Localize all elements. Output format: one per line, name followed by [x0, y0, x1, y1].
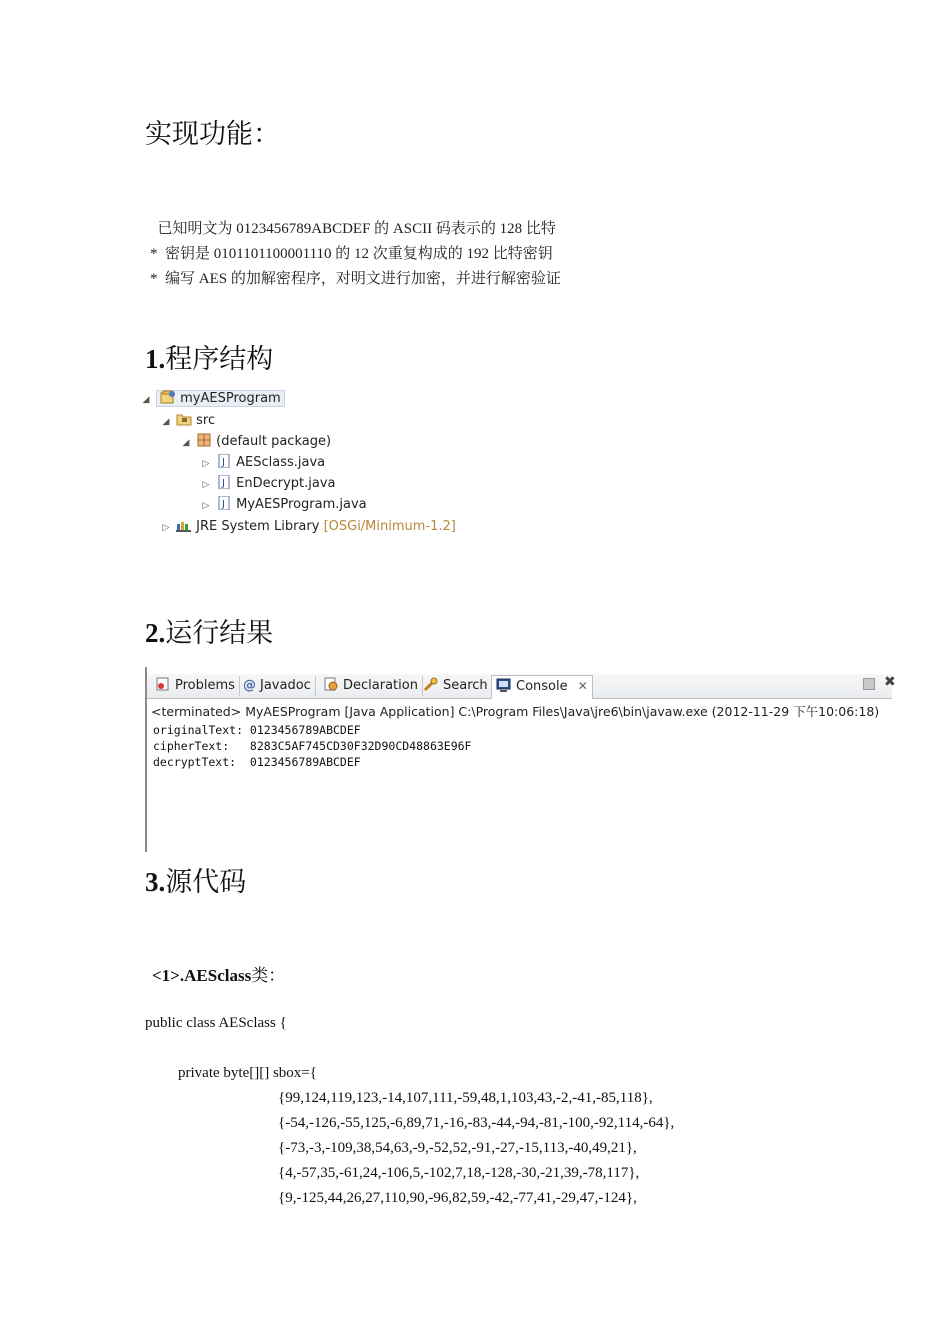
svg-text:J: J: [222, 499, 226, 510]
tab-label: Console: [516, 679, 568, 694]
console-output-line: originalText: 0123456789ABCDEF: [153, 723, 361, 737]
tab-label: Search: [443, 678, 488, 693]
file-label: EnDecrypt.java: [236, 476, 336, 491]
project-label: myAESProgram: [180, 391, 281, 406]
package-explorer-tree: [140, 388, 460, 548]
package-label: (default package): [216, 434, 332, 449]
minimize-icon[interactable]: [863, 678, 875, 690]
expand-arrow-icon[interactable]: ▷: [202, 459, 210, 469]
expand-arrow-icon[interactable]: ▷: [202, 480, 210, 490]
collapse-arrow-icon[interactable]: ◢: [162, 417, 170, 427]
svg-text:J: J: [222, 457, 226, 468]
tab-label: Javadoc: [260, 678, 311, 693]
collapse-arrow-icon[interactable]: ◢: [142, 395, 150, 405]
intro-line-1: 已知明文为 0123456789ABCDEF 的 ASCII 码表示的 128 比特: [150, 221, 556, 237]
tree-row-file-2[interactable]: [200, 474, 336, 494]
console-icon: [496, 678, 512, 692]
tree-row-file-1[interactable]: [200, 453, 325, 473]
section-1-number: 1.: [145, 344, 166, 374]
tab-console[interactable]: [491, 675, 593, 699]
svg-text:J: J: [222, 478, 226, 489]
tree-row-package[interactable]: [180, 432, 331, 452]
file-label: AESclass.java: [236, 455, 326, 470]
console-output-line: cipherText: 8283C5AF745CD30F32D90CD48863E96F: [153, 739, 472, 753]
at-icon: @: [243, 678, 256, 693]
src-label: src: [196, 413, 216, 428]
project-node[interactable]: [156, 390, 285, 407]
code-sbox-declaration: private byte[][] sbox={: [178, 1065, 317, 1081]
tree-row-project[interactable]: [140, 389, 285, 409]
collapse-arrow-icon[interactable]: ◢: [182, 438, 190, 448]
expand-arrow-icon[interactable]: ▷: [202, 501, 210, 511]
code-class-declaration: public class AESclass {: [145, 1015, 287, 1031]
code-sbox-row: {99,124,119,123,-14,107,111,-59,48,1,103,43,-2,-41,-85,118},: [278, 1090, 653, 1106]
code-sbox-row: {9,-125,44,26,27,110,90,-96,82,59,-42,-77,41,-29,47,-124},: [278, 1190, 637, 1206]
subsection-class-name: AESclass: [184, 966, 252, 985]
section-3-heading: [145, 860, 246, 899]
section-2-number: 2.: [145, 618, 166, 648]
section-1-title: 程序结构: [165, 344, 274, 375]
console-panel: [145, 667, 896, 852]
section-2-heading: [145, 611, 273, 650]
library-icon: [176, 518, 192, 532]
package-icon: [196, 433, 212, 447]
tab-label: Declaration: [343, 678, 418, 693]
jre-label: JRE System Library: [196, 519, 320, 534]
java-project-icon: [160, 390, 176, 404]
view-tab-bar: [147, 674, 896, 699]
console-output-line: decryptText: 0123456789ABCDEF: [153, 755, 361, 769]
tab-problems[interactable]: [151, 676, 240, 696]
tree-row-src[interactable]: [160, 411, 215, 431]
java-file-icon: [216, 475, 232, 489]
tab-javadoc[interactable]: [239, 676, 316, 696]
code-sbox-row: {-73,-3,-109,38,54,63,-9,-52,52,-91,-27,-15,113,-40,49,21},: [278, 1140, 637, 1156]
section-2-title: 运行结果: [165, 618, 274, 649]
section-3-title: 源代码: [165, 867, 247, 898]
section-3-number: 3.: [145, 867, 166, 897]
section-1-heading: [145, 337, 273, 376]
close-view-icon[interactable]: ✖: [884, 674, 896, 690]
declaration-icon: [323, 677, 339, 691]
tab-declaration[interactable]: [319, 676, 423, 696]
source-folder-icon: [176, 412, 192, 426]
terminated-status: <terminated> MyAESProgram [Java Application] C:\Program Files\Java\jre6\bin\javaw.exe (2012-11-29 下午10:06:18): [151, 704, 880, 719]
tab-search[interactable]: [419, 676, 493, 696]
subsection-heading: [152, 961, 285, 986]
tree-row-file-3[interactable]: [200, 495, 367, 515]
problems-icon: [155, 677, 171, 691]
code-sbox-row: {-54,-126,-55,125,-6,89,71,-16,-83,-44,-94,-81,-100,-92,114,-64},: [278, 1115, 675, 1131]
java-file-icon: [216, 496, 232, 510]
expand-arrow-icon[interactable]: ▷: [162, 523, 170, 533]
subsection-number: <1>.: [152, 966, 185, 985]
tab-label: Problems: [175, 678, 235, 693]
code-sbox-row: {4,-57,35,-61,24,-106,5,-102,7,18,-128,-30,-21,39,-78,117},: [278, 1165, 640, 1181]
search-icon: [423, 677, 439, 691]
java-file-icon: [216, 454, 232, 468]
intro-line-2: * 密钥是 0101101100001110 的 12 次重复构成的 192 比特密钥: [150, 246, 553, 262]
tree-row-jre[interactable]: [160, 517, 456, 537]
intro-line-3: * 编写 AES 的加解密程序，对明文进行加密，并进行解密验证: [150, 271, 561, 287]
close-icon[interactable]: ✕: [577, 679, 588, 693]
subsection-suffix: 类：: [251, 966, 286, 986]
file-label: MyAESProgram.java: [236, 497, 367, 512]
intro-heading: 实现功能：: [145, 119, 280, 150]
jre-version: [OSGi/Minimum-1.2]: [323, 519, 456, 534]
